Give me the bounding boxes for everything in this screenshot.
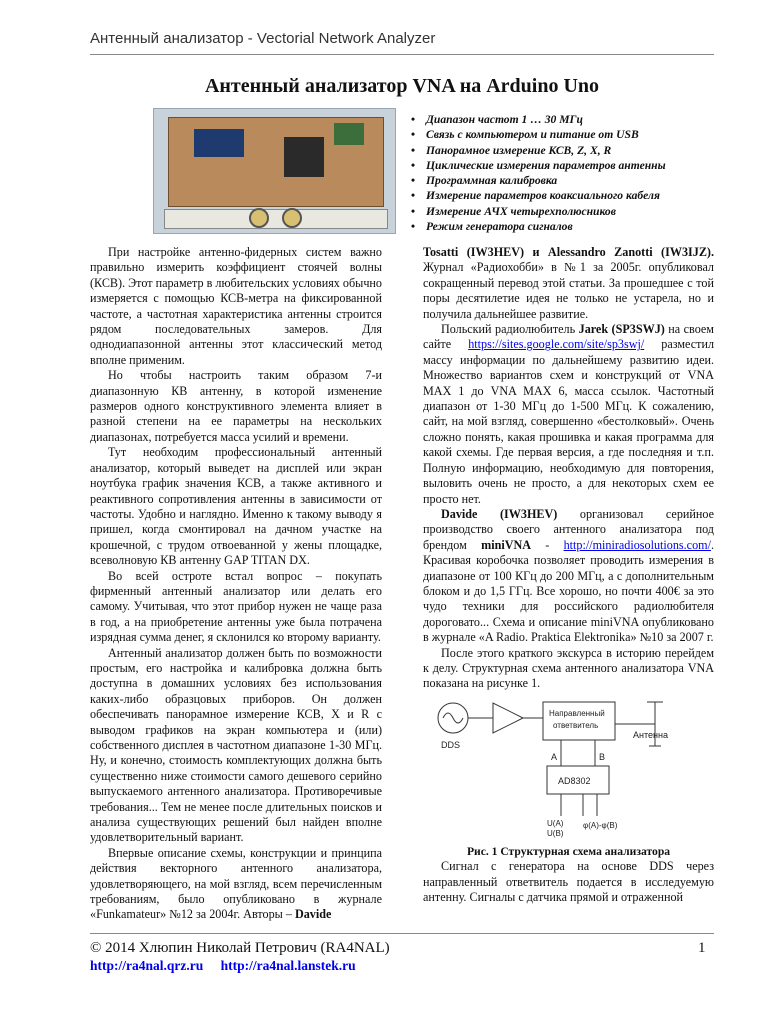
feature-item: • Связь с компьютером и питание от USB [408,127,666,142]
figure-caption: Рис. 1 Структурная схема анализатора [466,844,671,858]
bnc-connector-icon [249,208,269,228]
right-column [423,245,714,905]
author-names: Tosatti (IW3HEV) и Alessandro Zanotti (IW3IJZ). [423,245,714,259]
header-divider [90,54,714,55]
footer-links [90,958,370,974]
front-panel [164,209,388,229]
paragraph: Во всей остроте встал вопрос – покупать фирменный антенный анализатор или делать его самому. Учитывая, что этот прибор нужен не чаще раза в год, а на приобретение антенны уже была потрачена изрядная сумма денег, я склонился ко второму варианту. [90,568,382,645]
miniradiosolutions-link[interactable]: http://miniradiosolutions.com/ [563,537,711,552]
feature-item: • Панорамное измерение КСВ, Z, X, R [408,143,666,158]
arduino-chip [194,129,244,157]
feature-item: • Циклические измерения параметров антенны [408,158,666,173]
feature-item: • Измерение АЧХ четырехполюсников [408,204,666,219]
feature-item: • Программная калибровка [408,173,666,188]
output-ub-label: U(B) [547,828,564,838]
bnc-connector-icon [282,208,302,228]
paragraph [423,507,714,646]
paragraph: Сигнал с генератора на основе DDS через направленный ответвитель подается в исследуемую антенну. Сигналы с датчика прямой и отраженной [423,859,714,904]
feature-list [408,112,666,234]
sine-wave-icon [443,713,463,723]
paragraph-text: разместил массу информации по дальнейшему развитию идеи. Множество вариантов схем и конструкций от VNA MAX 1 до VNA MAX 6, масса ссылок. Частотный диапазон от 1-30 МГц до 1-500 МГц. К сожалению, сайт, на мой взгляд, совершенно «бестолковый». Очень сложно понять, какая прошивка и какая программа для какой схемы. Где первая версия, а где последняя и т.п. Полную информацию, необходимую для повторения, выловить очень не просто, а для некоторых схем ее просто нет. [423,337,714,506]
left-column [90,245,382,923]
paragraph: При настройке антенно-фидерных систем важно правильно измерить коэффициент стоячей волны (КСВ). Этот параметр в любительских условиях обычно измеряется с помощью КСВ-метра на фиксированной частоте, а частотная характеристика антенны строится рядом последовательных замеров. Для однодиапазонной антенны этот классический метод вполне применим. [90,245,382,367]
feature-item: • Диапазон частот 1 … 30 МГц [408,112,666,127]
ad8302-module [334,123,364,145]
paragraph [423,245,714,322]
paragraph-text: - [531,537,564,552]
article-title: Антенный анализатор VNA на Arduino Uno [204,75,600,97]
copyright: © 2014 Хлюпин Николай Петрович (RA4NAL) [90,940,390,956]
paragraph-text: Журнал «Радиохобби» в №1 за 2005г. опубликовал сокращенный перевод этой статьи. За прошедшее с той поры десятилетие идея не только не устарела, но и получила дальнейшее развитие. [423,260,714,321]
port-a-label: A [551,751,558,762]
running-header: Антенный анализатор - Vectorial Network Analyzer [90,30,436,47]
footer-link-lanstek[interactable]: http://ra4nal.lanstek.ru [220,958,356,973]
chip-label: AD8302 [558,775,591,786]
paragraph-text: Впервые описание схемы, конструкции и принципа действия векторного антенного анализатора, удовлетворяющего, на мой взгляд, всем перечисленным требованиям, было опубликовано в журнале «Funkamateur» №12 за 2004г. Авторы – [90,845,382,922]
paragraph [423,322,714,507]
paragraph: Но чтобы настроить таким образом 7-и диапазонную КВ антенну, в которой изменение размеров одного конструктивного элемента влияет в разной степени на ее параметры на нескольких диапазонах, потребуется масса усилий и времени. [90,368,382,444]
amplifier-icon [493,703,523,733]
paragraph-text: организовал серийное производство своего антенного анализатора под брендом [423,506,714,552]
paragraph: Антенный анализатор должен быть по возможности простым, его настройка и калибровка должна быть доступна в домашних условиях без использования каких-либо образцовых приборов. Он должен обеспечивать панорамное измерение КСВ, X и R с выводом графиков на экран компьютера и (или) собственного дисплея в частотном диапазоне 1-30 МГц. Ну, и конечно, стоимость комплектующих должна быть существенно ниже стоимости самого дешевого серийно выпускаемого антенного анализатора. Противоречивые требования... Тем не менее после длительных поисков и анализа существующих решений был найден вполне удовлетворительный вариант. [90,645,382,845]
brand-name: miniVNA [481,537,532,552]
output-ua-label: U(A) [547,818,564,828]
paragraph [90,846,382,923]
paragraph: Тут необходим профессиональный антенный анализатор, который выведет на дисплей или экран ноутбука график значения КСВ, а также активного и реактивного сопротивления антенны в зависимости от частоты. Удобно и наглядно. Именно к такому выводу я пришел, когда смонтировал на дачном участке на крошечной, с трудом отвоеванной у жены площадке, всеволновую КВ антенну GAP TITAN DX. [90,445,382,568]
paragraph-text: на своем сайте [423,322,714,352]
block-diagram [435,698,707,840]
page-number: 1 [698,940,706,956]
footer-divider [90,933,714,934]
dds-module [284,137,324,177]
device-photo [153,108,396,234]
paragraph-text: Польский радиолюбитель [441,322,579,337]
paragraph-text: . Красивая коробочка позволяет проводить измерения в диапазоне от 100 КГц до 200 МГц, а с дополнительным блоком и до 1,5 ГГц. Все хорошо, но почти 400€ за это чудо техники для российского радиолюбителя дороговато... Схема и описание miniVNA опубликовано в журнале «A Radio. Praktica Elektronika» №10 за 2007 г. [423,537,714,645]
author-name: Jarek (SP3SWJ) [578,322,665,337]
author-name: Davide (IW3HEV) [441,506,558,521]
antenna-label: Антенна [633,729,668,740]
feature-item: • Измерение параметров коаксиального кабеля [408,188,666,203]
author-name: Davide [294,907,332,922]
output-phase-label: φ(A)-φ(B) [583,820,618,830]
dds-label: DDS [441,739,461,750]
footer-link-qrz[interactable]: http://ra4nal.qrz.ru [90,958,204,973]
port-b-label: B [599,751,606,762]
paragraph: После этого краткого экскурса в историю перейдем к делу. Структурная схема антенного анализатора VNA показана на рисунке 1. [423,645,714,691]
coupler-label-1: Направленный [549,708,605,718]
sp3swj-link[interactable]: https://sites.google.com/site/sp3swj/ [468,337,645,352]
coupler-label-2: ответвитель [553,720,599,730]
feature-item: • Режим генератора сигналов [408,219,666,234]
